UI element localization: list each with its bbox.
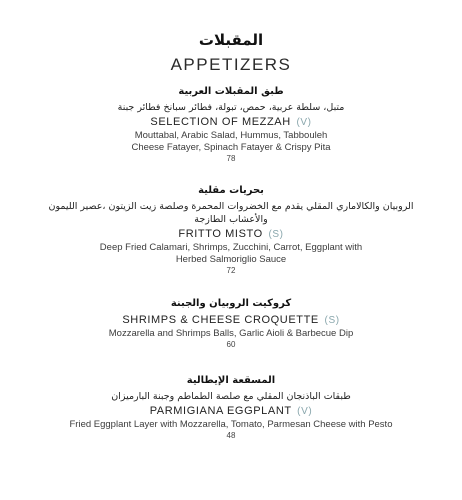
- item-title-arabic: كروكيت الروبيان والجبنة: [170, 298, 292, 309]
- item-price: 48: [226, 431, 236, 440]
- item-description-line: Mouttabal, Arabic Salad, Hummus, Tabbouleh: [134, 130, 328, 141]
- item-title-arabic: بحريات مقلية: [198, 185, 264, 196]
- menu-item-parmigiana: [0, 374, 462, 441]
- item-name-text: SHRIMPS & CHEESE CROQUETTE: [122, 314, 319, 326]
- dietary-tag: (S): [324, 315, 340, 326]
- item-title-arabic: طبق المقبلات العربية: [178, 86, 284, 97]
- item-name: [0, 115, 462, 130]
- item-name: [0, 313, 462, 328]
- menu-item-fritto-misto: [0, 184, 462, 276]
- item-description-line: Cheese Fatayer, Spinach Fatayer & Crispy Pita: [131, 142, 331, 153]
- item-title-arabic: المسقعة الإيطالية: [186, 375, 276, 386]
- item-name-text: FRITTO MISTO: [178, 228, 263, 240]
- item-description-arabic: متبل، سلطة عربية، حمص، تبولة، فطائر سبانخ فطائر جبنة: [117, 102, 345, 113]
- section-title: APPETIZERS: [170, 55, 292, 74]
- section-title-arabic: المقبلات: [198, 31, 264, 49]
- item-description-line: Mozzarella and Shrimps Balls, Garlic Aioli & Barbecue Dip: [108, 328, 354, 339]
- item-name-text: SELECTION OF MEZZAH: [150, 116, 291, 128]
- item-name-text: PARMIGIANA EGGPLANT: [149, 405, 292, 417]
- item-description-line: Fried Eggplant Layer with Mozzarella, Tomato, Parmesan Cheese with Pesto: [69, 419, 393, 430]
- item-price: 72: [226, 266, 236, 275]
- item-description-arabic: طبقات الباذنجان المقلي مع صلصة الطماطم وجبنة البارميزان: [111, 391, 351, 402]
- item-description-arabic: الروبيان والكالاماري المقلي يقدم مع الخضروات المحمرة وصلصة زيت الزيتون ،عصير الليمون والأعشاب الطازجة: [48, 201, 414, 225]
- menu-item-mezzah: [0, 85, 462, 164]
- item-description-line: Herbed Salmoriglio Sauce: [175, 254, 287, 265]
- item-name: [0, 404, 462, 419]
- dietary-tag: (V): [297, 406, 313, 417]
- menu-item-croquette: [0, 297, 462, 350]
- dietary-tag: (V): [296, 117, 312, 128]
- item-description-line: Deep Fried Calamari, Shrimps, Zucchini, Carrot, Eggplant with: [99, 242, 363, 253]
- item-name: [0, 227, 462, 242]
- item-price: 60: [226, 340, 236, 349]
- dietary-tag: (S): [268, 229, 284, 240]
- item-price: 78: [226, 154, 236, 163]
